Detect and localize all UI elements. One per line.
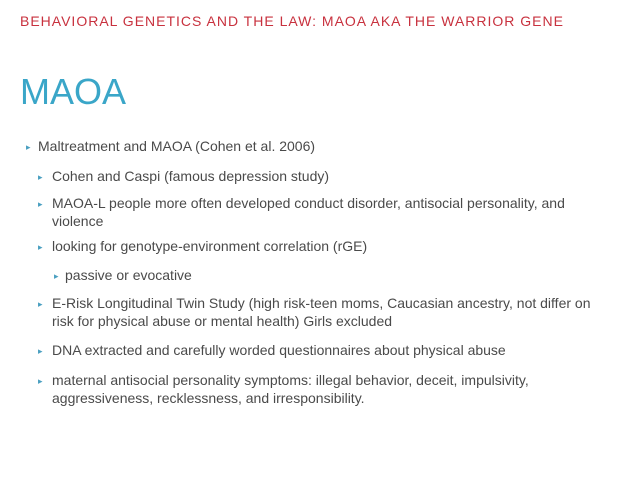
bullet-text: E-Risk Longitudinal Twin Study (high risk-teen moms, Caucasian ancestry, not differ on risk for physical abuse or mental health) Girls excluded [52, 295, 591, 329]
bullet-text: Maltreatment and MAOA (Cohen et al. 2006) [38, 138, 316, 154]
bullet-triangle-icon: ▸ [38, 172, 43, 182]
bullet-item [38, 194, 598, 230]
bullet-text: DNA extracted and carefully worded questionnaires about physical abuse [52, 342, 506, 358]
bullet-triangle-icon: ▸ [26, 142, 31, 152]
slide-header: BEHAVIORAL GENETICS AND THE LAW: MAOA AKA THE WARRIOR GENE [20, 13, 564, 29]
bullet-triangle-icon: ▸ [38, 199, 43, 209]
bullet-text: Cohen and Caspi (famous depression study) [52, 168, 330, 184]
bullet-triangle-icon: ▸ [38, 242, 43, 252]
bullet-item [38, 294, 598, 330]
bullet-item [38, 167, 598, 185]
bullet-triangle-icon: ▸ [38, 299, 43, 309]
bullet-text: passive or evocative [65, 267, 192, 283]
bullet-item [26, 137, 586, 155]
bullet-text: looking for genotype-environment correlation (rGE) [52, 238, 368, 254]
bullet-item [38, 371, 598, 407]
bullet-text: MAOA-L people more often developed conduct disorder, antisocial personality, and violence [52, 195, 565, 229]
bullet-text: maternal antisocial personality symptoms: illegal behavior, deceit, impulsivity, aggressiveness, recklessness, and irresponsibility. [52, 372, 529, 406]
bullet-triangle-icon: ▸ [54, 271, 59, 281]
bullet-item [38, 341, 598, 359]
bullet-item [38, 237, 598, 255]
bullet-triangle-icon: ▸ [38, 376, 43, 386]
slide-title: MAOA [20, 71, 127, 112]
bullet-triangle-icon: ▸ [38, 346, 43, 356]
bullet-item [54, 266, 574, 284]
